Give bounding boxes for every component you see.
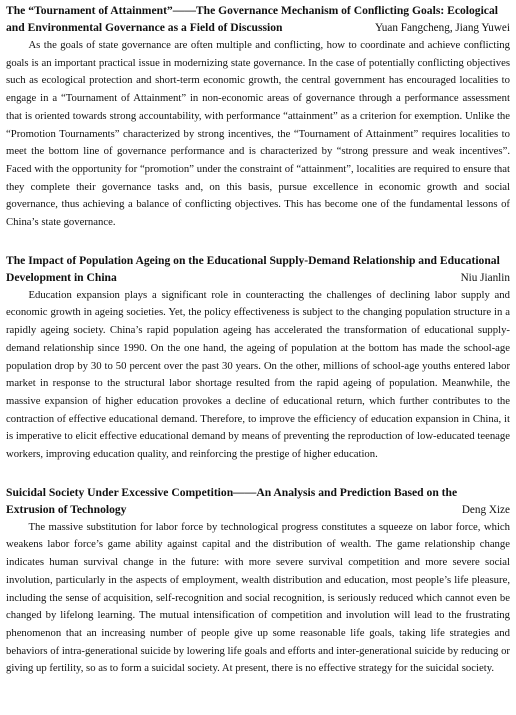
article-title-line2: Development in China (6, 270, 117, 284)
article-title-line2: and Environmental Governance as a Field of Discussion (6, 21, 283, 34)
article-title (6, 2, 510, 37)
article-author: Yuan Fangcheng, Jiang Yuwei (374, 22, 510, 34)
article-abstract: Education expansion plays a significant role in counteracting the challenges of declining labor supply and economic growth in ageing societies. Yet, the policy effectiveness is subject to the changing population structure in a rapidly ageing society. China’s rapid population ageing has accelerated the transformation of educational supply-demand relationship since 1990. On the one hand, the ageing of population at the bottom has made the school-age population drop by 30 to 50 percent over the past 30 years. On the other, millions of school-age youths entered labor market in response to the structural labor shortage resulted from the rapid ageing of population. Meanwhile, the massive expansion of higher education provokes a decline of educational return, which further contributes to the contraction of effective educational demand. Therefore, to improve the efficiency of education expansion in China, it is imperative to elicit effective educational demand by means of preventing the reproduction of low-educated teenage workers, improving education quality, and reinforcing the prestige of higher education. (6, 288, 510, 461)
article-title-line1: The “Tournament of Attainment”——The Governance Mechanism of Conflicting Goals: Ecological (6, 4, 498, 17)
article-title (6, 252, 510, 287)
article-author: Niu Jianlin (460, 271, 510, 284)
article-abstract: The massive substitution for labor force by technological progress constitutes a squeeze on labor force, which weakens labor force’s game ability against capital and the distribution of wealth. The game relationship change indicates human survival change in the future: with more severe survival competition and more severe social involution, particularly in the aspects of employment, wealth distribution and education, most people’s life pleasure, including the sense of acquisition, self-recognition and social recognition, is seriously reduced which cannot even be changed by lifelong learning. The mutual intensification of competition and involution will lead to the frustrating phenomenon that an increasing number of people give up some reasonable life goals, taking life strategies and behaviors of intra-generational suicide by lowering life goals and efforts and inter-generational suicide by reducing or giving up fertility, so as to form a suicidal society. At present, there is no effective strategy for the suicidal society. (6, 520, 510, 675)
article-author: Deng Xize (461, 503, 510, 516)
article-title-line1: Suicidal Society Under Excessive Competition——An Analysis and Prediction Based on the (6, 485, 458, 499)
article-title (6, 484, 510, 519)
article-title-line1: The Impact of Population Ageing on the Educational Supply-Demand Relationship and Educational (6, 253, 500, 267)
article-1 (6, 2, 510, 232)
article-2 (6, 252, 510, 464)
article-abstract: As the goals of state governance are often multiple and conflicting, how to coordinate and achieve conflicting goals is an important practical issue in modernizing state governance. In the case of potentially conflicting objectives such as ecological protection and short-term economic growth, the central government has encouraged localities to engage in a “Tournament of Attainment” in non-economic areas of governance through a performance assessment that is oriented towards strong accountability, with performance “attainment” as a criterion for exemption. Unlike the “Promotion Tournaments” characterized by strong incentives, the “Tournament of Attainment” requires localities to meet the bottom line of governance performance and is characterized by “strong pressure and weak incentives”. Faced with the opportunity for “promotion” under the constraint of “attainment”, localities are required to ensure that they complete their governance tasks and, on this basis, pursue excellence in economic growth and social governance, thus achieving a balance of conflicting objectives. This has become one of the fundamental lessons of China’s state governance. (6, 39, 510, 229)
article-title-line2: Extrusion of Technology (6, 502, 127, 516)
article-3 (6, 484, 510, 678)
